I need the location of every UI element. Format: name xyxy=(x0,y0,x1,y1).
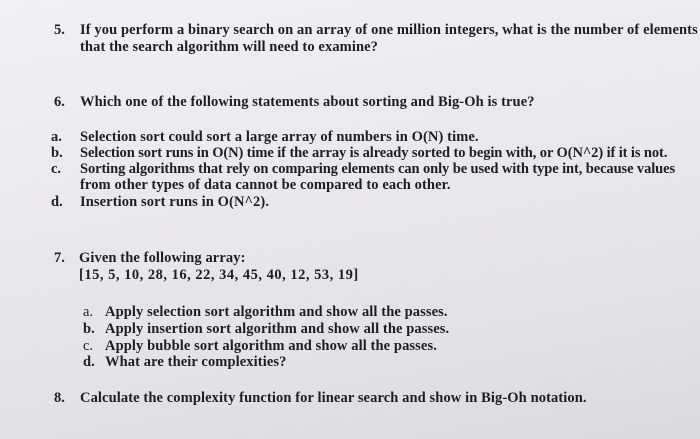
question-8-number: 8. xyxy=(54,390,65,406)
question-7-sub-d-text: What are their complexities? xyxy=(105,354,287,370)
question-7-sub-b-text: Apply insertion sort algorithm and show all the passes. xyxy=(105,321,450,337)
question-5-text-line1: If you perform a binary search on an array of one million integers, what is the number of elements xyxy=(80,22,698,38)
question-6-option-d-letter: d. xyxy=(51,194,63,210)
question-7-sub-d-letter: d. xyxy=(83,354,95,370)
question-7-number: 7. xyxy=(54,250,65,266)
question-5-text-line2: that the search algorithm will need to examine? xyxy=(80,39,379,55)
question-6-option-b-letter: b. xyxy=(51,145,63,161)
question-6-option-c-text-line1: Sorting algorithms that rely on comparing elements can only be used with type int, because values xyxy=(80,161,676,177)
question-6-option-a-text: Selection sort could sort a large array of numbers in O(N) time. xyxy=(80,129,479,145)
question-7-sub-a-text: Apply selection sort algorithm and show all the passes. xyxy=(105,304,448,320)
question-6-option-a-letter: a. xyxy=(51,129,62,145)
question-6-number: 6. xyxy=(54,94,65,110)
question-7-array: [15, 5, 10, 28, 16, 22, 34, 45, 40, 12, 53, 19] xyxy=(79,267,359,283)
question-7-sub-c-text: Apply bubble sort algorithm and show all the passes. xyxy=(105,338,437,354)
question-6-option-d-text: Insertion sort runs in O(N^2). xyxy=(80,194,270,210)
question-7-sub-c-letter: c. xyxy=(83,338,94,354)
question-7-sub-a-letter: a. xyxy=(83,304,94,320)
question-6-option-c-letter: c. xyxy=(51,161,62,177)
question-6-option-c-text-line2: from other types of data cannot be compared to each other. xyxy=(80,177,451,193)
question-5-number: 5. xyxy=(54,22,65,38)
question-7-text: Given the following array: xyxy=(79,250,246,266)
question-6-text: Which one of the following statements about sorting and Big-Oh is true? xyxy=(80,94,535,110)
question-6-option-b-text: Selection sort runs in O(N) time if the array is already sorted to begin with, or O(N^2) if it is not. xyxy=(80,145,668,161)
question-8-text: Calculate the complexity function for linear search and show in Big-Oh notation. xyxy=(80,390,587,406)
question-7-sub-b-letter: b. xyxy=(83,321,95,337)
